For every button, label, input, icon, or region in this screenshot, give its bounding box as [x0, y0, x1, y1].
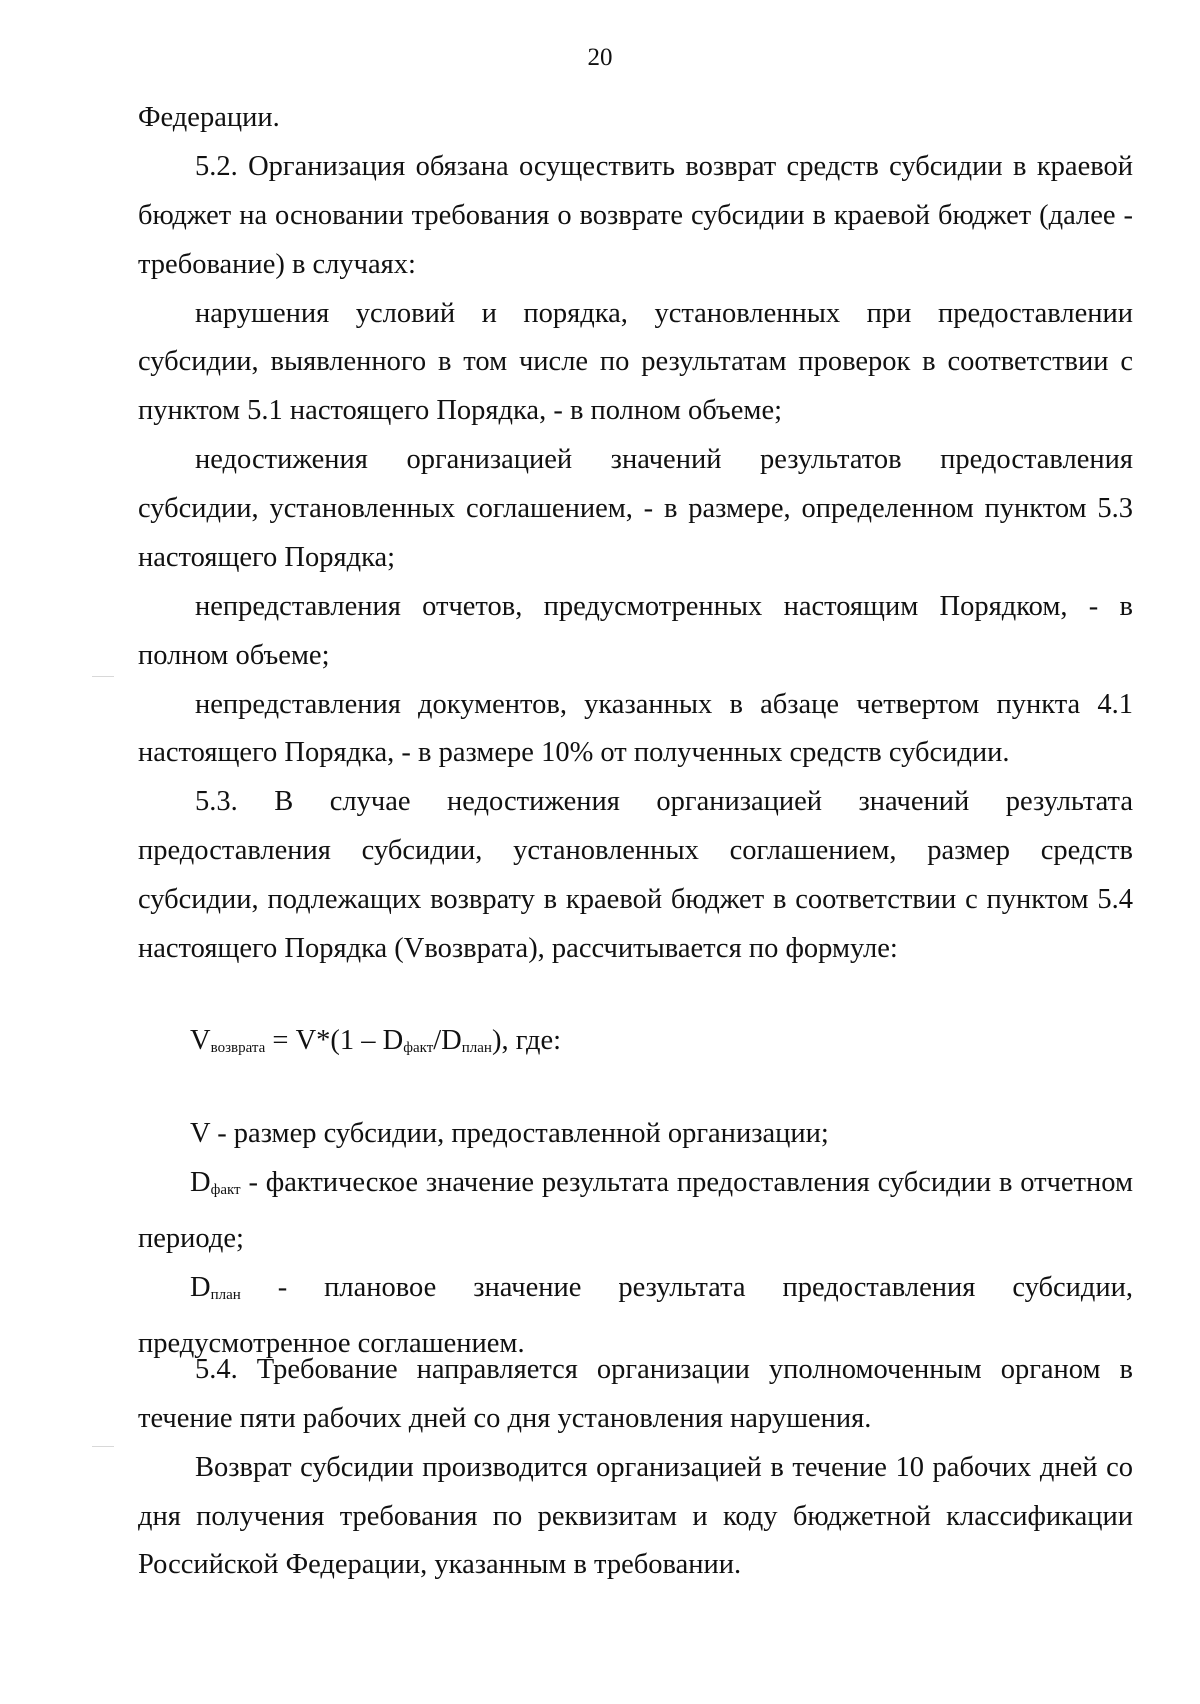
paragraph-non-achievement: недостижения организацией значений результатов предоставления субсидии, установленных соглашением, - в размере, определенном пунктом 5.3 настоящего Порядка;	[138, 444, 1133, 573]
formula-slash: /D	[433, 1025, 462, 1056]
body-text-top	[138, 94, 1133, 974]
paragraph-5-2: 5.2. Организация обязана осуществить возврат средств субсидии в краевой бюджет на основании требования о возврате субсидии в краевой бюджет (далее - требование) в случаях:	[138, 150, 1133, 280]
definition-v: V - размер субсидии, предоставленной организации;	[190, 1118, 829, 1149]
paragraph-refund: Возврат субсидии производится организацией в течение 10 рабочих дней со дня получения требования по реквизитам и коду бюджетной классификации Российской Федерации, указанным в требовании.	[138, 1451, 1133, 1581]
formula-definitions	[138, 1110, 1133, 1369]
paragraph-documents: непредставления документов, указанных в абзаце четвертом пункта 4.1 настоящего Порядка, - в размере 10% от полученных средств субсидии.	[138, 688, 1133, 769]
dplan-text: - плановое значение результата предоставления субсидии, предусмотренное соглашением.	[138, 1271, 1133, 1359]
formula-end: ), где:	[491, 1025, 562, 1056]
definition-dfact	[138, 1159, 1133, 1264]
formula-dplan-subscript: план	[461, 1040, 492, 1056]
scan-margin-mark	[92, 676, 114, 677]
paragraph-reports: непредставления отчетов, предусмотренных настоящим Порядком, - в полном объеме;	[138, 590, 1133, 671]
scan-margin-mark	[92, 1446, 114, 1447]
body-text-bottom	[138, 1346, 1133, 1590]
formula-dfact-subscript: факт	[403, 1040, 434, 1056]
paragraph-5-3: 5.3. В случае недостижения организацией значений результата предоставления субсидии, установленных соглашением, размер средств субсидии, подлежащих возврату в краевой бюджет в соответствии с пунктом 5.4 настоящего Порядка (Vвозврата), рассчитывается по формуле:	[138, 786, 1133, 964]
dplan-subscript: план	[210, 1286, 241, 1303]
page-number: 20	[587, 44, 613, 71]
paragraph-continuation: Федерации.	[138, 102, 280, 133]
formula-v: V	[190, 1025, 211, 1056]
refund-formula	[190, 1017, 561, 1072]
dfact-subscript: факт	[210, 1181, 241, 1198]
dfact-text: - фактическое значение результата предоставления субсидии в отчетном периоде;	[138, 1166, 1133, 1254]
dplan-symbol: D	[190, 1271, 211, 1303]
paragraph-violation: нарушения условий и порядка, установленных при предоставлении субсидии, выявленного в том числе по результатам проверок в соответствии с пунктом 5.1 настоящего Порядка, - в полном объеме;	[138, 297, 1133, 427]
formula-v-subscript: возврата	[210, 1040, 266, 1056]
formula-middle: = V*(1 – D	[265, 1025, 404, 1056]
paragraph-5-4: 5.4. Требование направляется организации уполномоченным органом в течение пяти рабочих дней со дня установления нарушения.	[138, 1354, 1133, 1434]
dfact-symbol: D	[190, 1166, 211, 1198]
